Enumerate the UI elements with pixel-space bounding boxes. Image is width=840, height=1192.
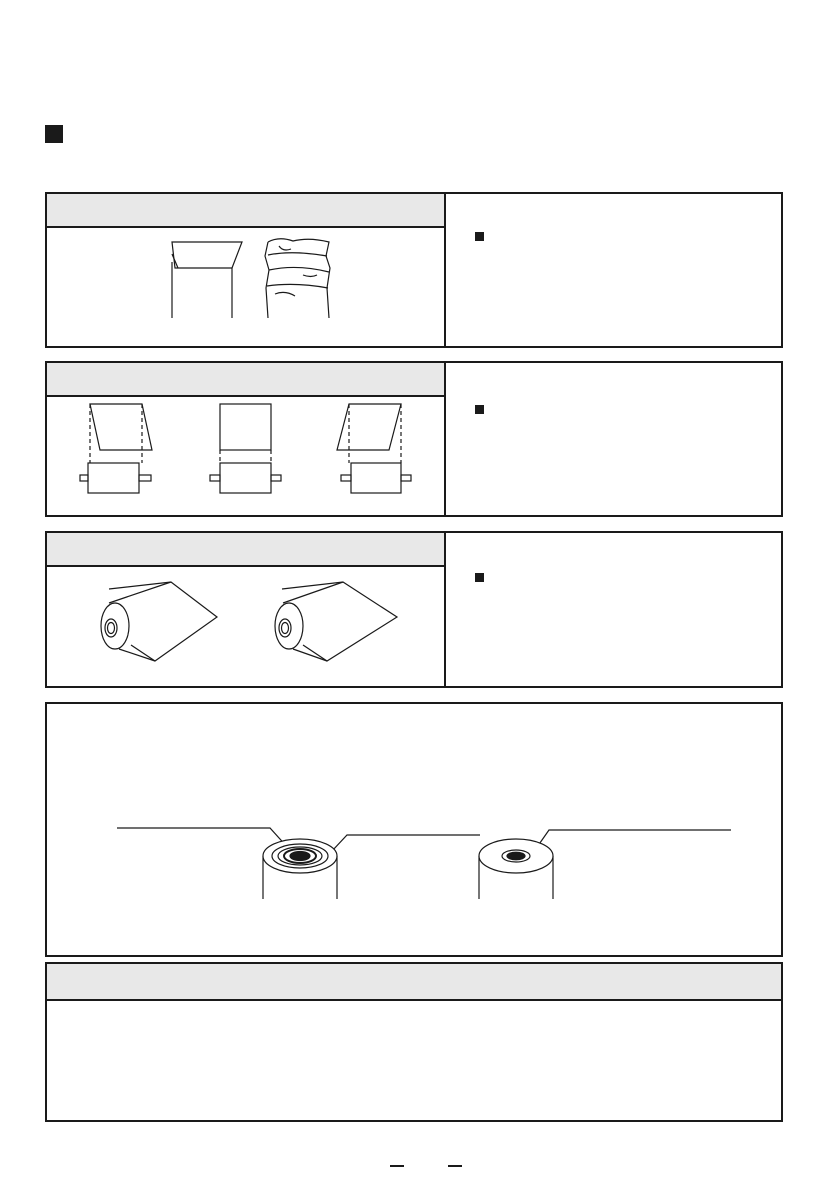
paper-condition-panel-2 xyxy=(45,361,783,517)
paper-condition-panel-1 xyxy=(45,192,783,348)
paper-condition-panel-3 xyxy=(45,531,783,688)
paper-feed-alignment-illustration xyxy=(47,397,444,519)
roll-core-comparison-illustration xyxy=(47,704,785,959)
panel-2-illustration-area xyxy=(47,363,446,515)
panel-1-illustration-area xyxy=(47,194,446,346)
panel-2-bullet-icon xyxy=(475,405,484,414)
panel-1-bullet-icon xyxy=(475,232,484,241)
panel-2-header xyxy=(47,363,444,397)
footer-page-mark-left xyxy=(390,1165,404,1167)
footer-page-mark-right xyxy=(448,1165,462,1167)
panel-3-illustration-area xyxy=(47,533,446,686)
roll-core-comparison-box xyxy=(45,702,783,957)
panel-1-header xyxy=(47,194,444,228)
bent-crumpled-paper-illustration xyxy=(47,228,444,350)
panel-3-header xyxy=(47,533,444,567)
notes-box xyxy=(45,962,783,1122)
panel-3-bullet-icon xyxy=(475,573,484,582)
notes-box-header xyxy=(47,964,781,1001)
paper-roll-unwinding-illustration xyxy=(47,567,444,690)
section-marker-icon xyxy=(45,125,63,143)
